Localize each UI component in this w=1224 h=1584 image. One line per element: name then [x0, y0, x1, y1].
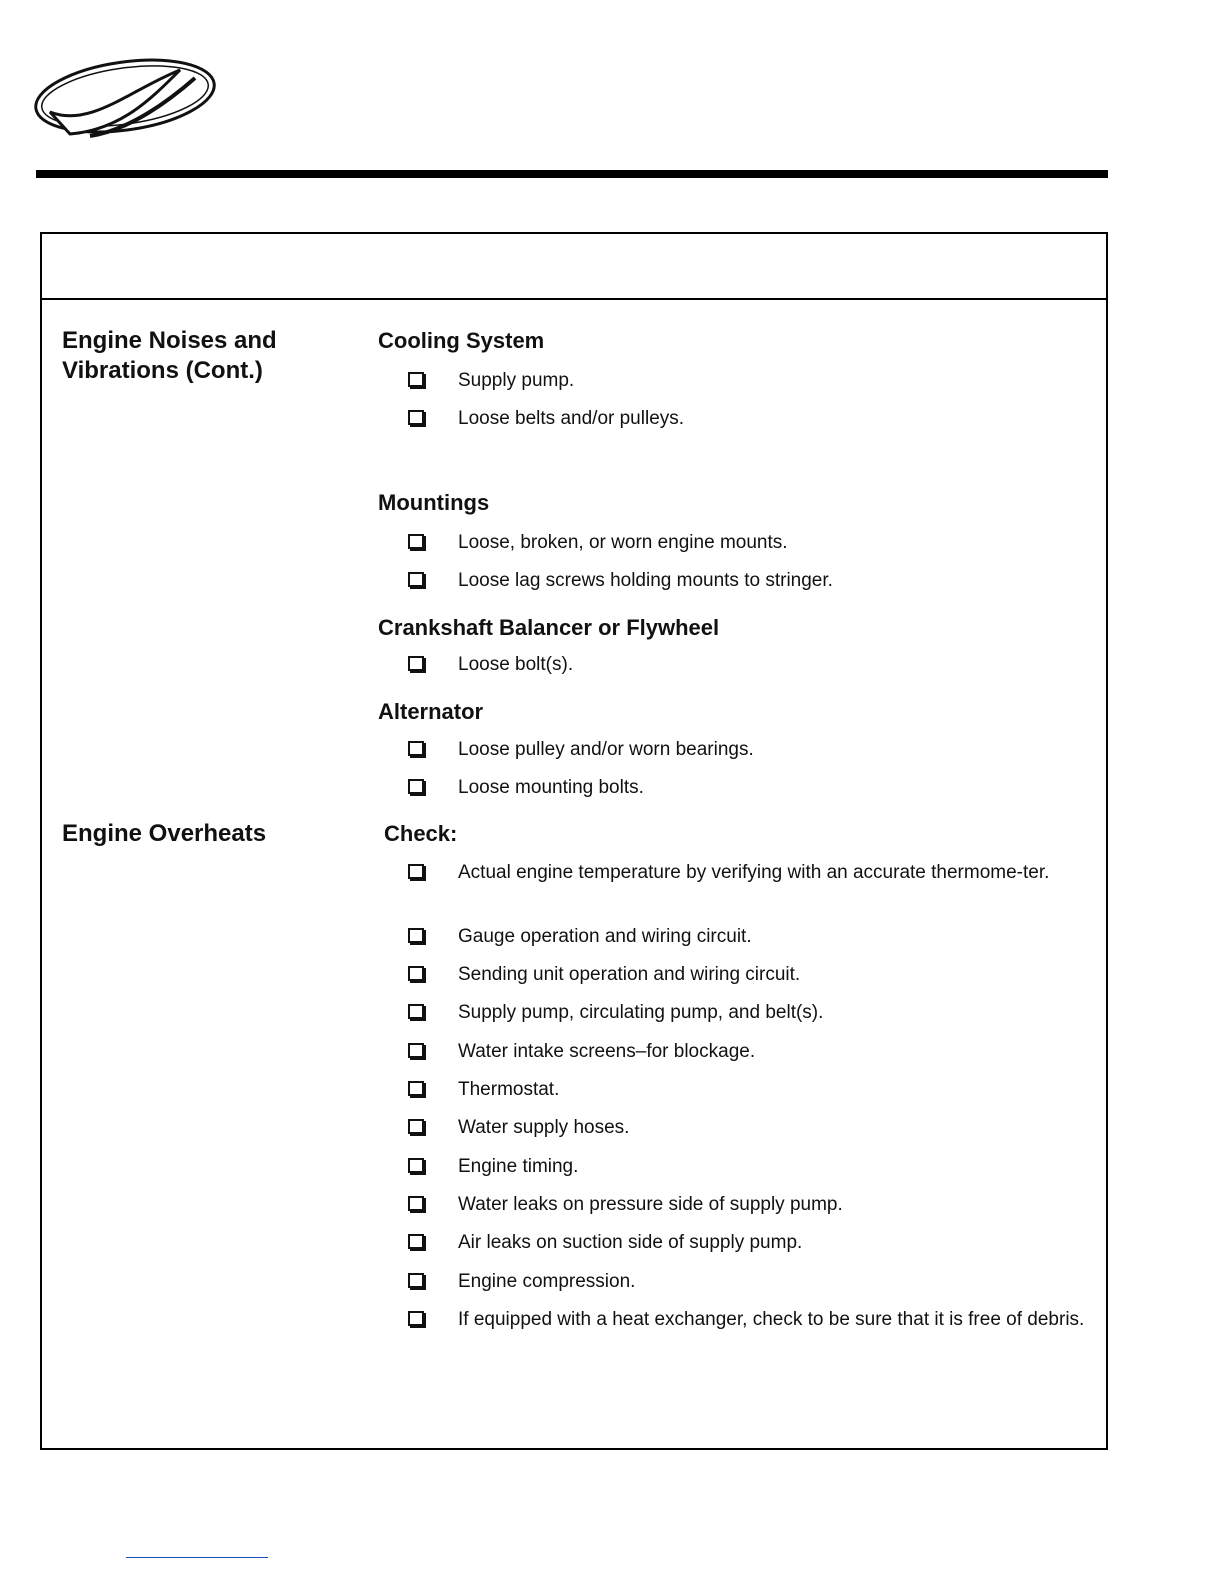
check-item: Water intake screens–for blockage.	[408, 1039, 1098, 1065]
checkbox-icon	[408, 864, 424, 879]
checkbox-icon	[408, 741, 424, 756]
check-item: Water supply hoses.	[408, 1115, 1098, 1141]
checkbox-icon	[408, 534, 424, 549]
check-item: Supply pump, circulating pump, and belt(s).	[408, 1000, 1098, 1026]
checkbox-icon	[408, 1196, 424, 1211]
check-item: Gauge operation and wiring circuit.	[408, 924, 1098, 950]
check-item: Loose pulley and/or worn bearings.	[408, 737, 1098, 763]
check-item: Loose mounting bolts.	[408, 775, 1098, 801]
checkbox-icon	[408, 1043, 424, 1058]
checkbox-icon	[408, 1311, 424, 1326]
checkbox-icon	[408, 966, 424, 981]
check-item: Loose bolt(s).	[408, 652, 1098, 678]
checkbox-icon	[408, 1158, 424, 1173]
checkbox-icon	[408, 928, 424, 943]
check-item: Loose belts and/or pulleys.	[408, 406, 1098, 432]
check-item: Engine compression.	[408, 1269, 1098, 1295]
checkbox-icon	[408, 1004, 424, 1019]
table-header-row	[42, 234, 1106, 300]
heading-alternator: Alternator	[378, 699, 484, 724]
checkbox-icon	[408, 656, 424, 671]
checkbox-icon	[408, 1119, 424, 1134]
heading-crankshaft: Crankshaft Balancer or Flywheel	[378, 615, 720, 640]
checkbox-icon	[408, 1081, 424, 1096]
checkbox-icon	[408, 410, 424, 425]
brand-logo-icon	[30, 50, 220, 146]
problem-overheats: Engine Overheats	[62, 820, 267, 847]
check-item: Air leaks on suction side of supply pump.	[408, 1230, 1098, 1256]
check-item: Supply pump.	[408, 368, 1098, 394]
check-item: Engine timing.	[408, 1154, 1098, 1180]
check-item: Sending unit operation and wiring circuit.	[408, 962, 1098, 988]
checkbox-icon	[408, 779, 424, 794]
check-item: Water leaks on pressure side of supply pump.	[408, 1192, 1098, 1218]
checkbox-icon	[408, 1234, 424, 1249]
troubleshooting-table	[40, 232, 1108, 1450]
check-item: Loose lag screws holding mounts to stringer.	[408, 568, 1098, 594]
check-item: Thermostat.	[408, 1077, 1098, 1103]
heading-mountings: Mountings	[378, 490, 490, 515]
check-item: Loose, broken, or worn engine mounts.	[408, 530, 1098, 556]
heading-check: Check:	[384, 821, 458, 846]
checkbox-icon	[408, 372, 424, 387]
heading-cooling-system: Cooling System	[378, 328, 545, 353]
header-rule	[36, 170, 1108, 178]
check-item: If equipped with a heat exchanger, check to be sure that it is free of debris.	[408, 1307, 1098, 1333]
problem-noises: Engine Noises and Vibrations (Cont.)	[62, 327, 277, 384]
checkbox-icon	[408, 572, 424, 587]
check-item: Actual engine temperature by verifying with an accurate thermome-ter.	[408, 860, 1098, 886]
page-link-underline[interactable]	[126, 1557, 268, 1558]
checkbox-icon	[408, 1273, 424, 1288]
